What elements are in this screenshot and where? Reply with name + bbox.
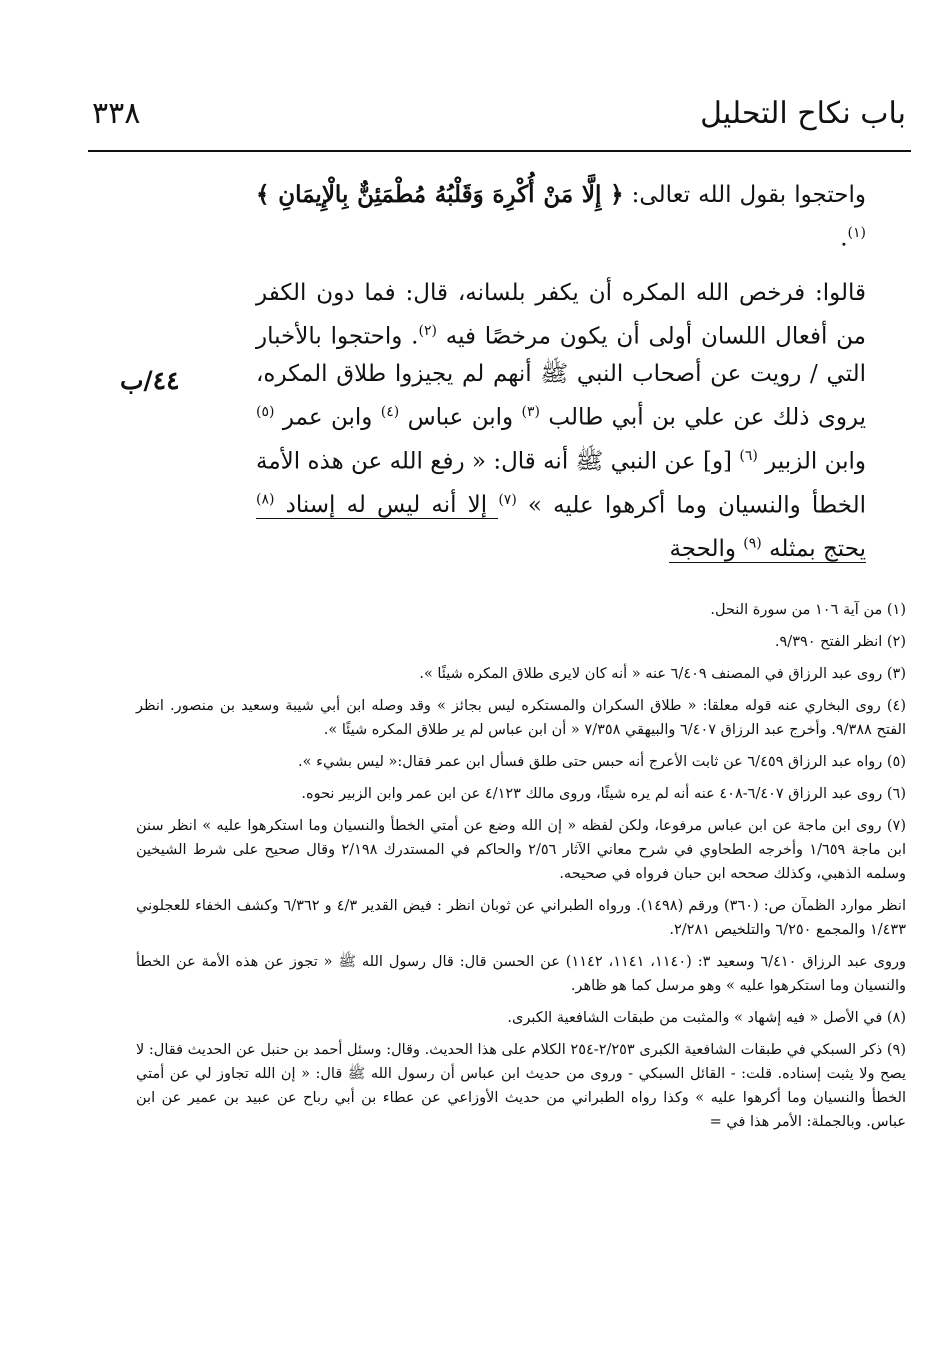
manuscript-folio-marker: ٤٤/ب: [120, 366, 180, 395]
paragraph-2-part-f: [و] عن النبي ﷺ أنه قال: « رفع الله عن هذه الأمة الخطأ والنسيان وما أكرهوا عليه »: [256, 448, 866, 519]
footnote-ref-1[interactable]: (١): [847, 225, 866, 241]
footnote-3: (٣) روى عبد الرزاق في المصنف ٦/٤٠٩ عنه « أنه كان لايرى طلاق المكره شيئًا ».: [419, 666, 906, 682]
paragraph-2-part-i: والحجة: [669, 535, 744, 562]
footnote-5: (٥) رواه عبد الرزاق ٦/٤٥٩ عن ثابت الأعرج أنه حبس حتى طلق فسأل ابن عمر فقال:« ليس بشيء ».: [298, 754, 906, 770]
paragraph-2-part-a: قالوا: فرخص الله المكره أن يكفر بلسانه، قال: فما دون الكفر من أفعال اللسان أولى أن يكون مرخصًا فيه: [256, 279, 866, 350]
footnote-ref-2[interactable]: (٢): [418, 322, 437, 339]
footnote-6: (٦) روى عبد الرزاق ٦/٤٠٧-٤٠٨ عنه أنه لم يره شيئًا، وروى مالك ٤/١٢٣ عن ابن عمر وابن الزبير نحوه.: [301, 786, 906, 802]
footnote-7-continued: انظر موارد الظمآن ص: (٣٦٠) ورقم (١٤٩٨). ورواه الطبراني عن ثوبان انظر : فيض القدير ٤/٣ و ٦/٣٦٢ وكشف الخفاء للعجلوني ١/٤٣٣ والمجمع ٦/٢٥٠ والتلخيص ٢/٢٨١.: [136, 898, 906, 938]
footnotes-section: [136, 598, 906, 1142]
footnote-ref-6[interactable]: (٦): [739, 447, 758, 464]
footnote-ref-5[interactable]: (٥): [256, 404, 275, 421]
footnote-ref-7[interactable]: (٧): [498, 491, 517, 508]
paragraph-1: [256, 176, 866, 258]
paragraph-1-intro: واحتجوا بقول الله تعالى:: [623, 182, 866, 208]
paragraph-2-part-c: وابن عباس: [407, 404, 522, 431]
footnote-ref-4[interactable]: (٤): [380, 404, 400, 421]
footnote-4: (٤) روى البخاري عنه قوله معلقا: « طلاق السكران والمستكره ليس بجائز » وقد وصله ابن أبي شيبة وسعيد بن منصور. انظر الفتح ٩/٣٨٨. وأخرج عبد الرزاق ٦/٤٠٧ والبيهقي ٧/٣٥٨ « أن ابن عباس لم ير طلاق المكره شيئًا ».: [136, 698, 906, 738]
page-number: ٣٣٨: [92, 96, 141, 131]
footnote-7: (٧) روى ابن ماجة عن ابن عباس مرفوعا، ولكن لفظه « إن الله وضع عن أمتي الخطأ والنسيان وما استكرهوا عليه » انظر سنن ابن ماجة ١/٦٥٩ وأخرجه الطحاوي في شرح معاني الآثار ٢/٥٦ والحاكم في المستدرك ٢/١٩٨ وقال صحيح على شرط الشيخين وسلمه الذهبي، وكذلك صححه ابن حبان فرواه في صحيحه.: [136, 818, 906, 882]
footnote-ref-9[interactable]: (٩): [743, 535, 762, 552]
paragraph-2-part-d: وابن عمر: [282, 404, 381, 431]
footnote-ref-8[interactable]: (٨): [256, 491, 275, 508]
paragraph-2-part-b: . واحتجوا بالأخبار التي / رويت عن أصحاب النبي ﷺ أنهم لم يجيزوا طلاق المكره، يروى ذلك عن علي بن أبي طالب: [256, 323, 867, 431]
paragraph-2: [256, 274, 866, 568]
footnote-ref-3[interactable]: (٣): [521, 404, 540, 421]
paragraph-1-end: .: [840, 225, 848, 252]
footnote-8: (٨) في الأصل « فيه إشهاد » والمثبت من طبقات الشافعية الكبرى.: [507, 1010, 906, 1026]
chapter-title: باب نكاح التحليل: [700, 96, 906, 131]
main-text: [256, 176, 866, 584]
paragraph-2-part-g: إلا أنه ليس له إسناد: [285, 492, 499, 519]
header-divider: [88, 150, 911, 152]
footnote-2: (٢) انظر الفتح ٩/٣٩٠.: [774, 634, 906, 650]
footnote-9: (٩) ذكر السبكي في طبقات الشافعية الكبرى ٢/٢٥٣-٢٥٤ الكلام على هذا الحديث. وقال: وسئل أحمد بن حنبل عن الحديث فقال: لا يصح ولا يثبت إسناده. قلت: - القائل السبكي - وروى من حديث ابن عباس أن رسول الله ﷺ قال: « إن الله تجاوز لي عن أمتي الخطأ والنسيان وما أكرهوا عليه » وكذا رواه الطبراني من حديث الأوزاعي عن عطاء بن أبي رباح عن عبيد بن عمير عن ابن عباس. وبالجملة: الأمر هذا في =: [136, 1042, 906, 1130]
footnote-7-continued-2: وروى عبد الرزاق ٦/٤١٠ وسعيد ٣: (١١٤٠، ١١٤١، ١١٤٢) عن الحسن قال: قال رسول الله ﷺ « تجوز عن هذه الأمة عن الخطأ والنسيان وما استكرهوا عليه » وهو مرسل كما هو ظاهر.: [136, 954, 906, 994]
paragraph-2-part-e: وابن الزبير: [765, 448, 866, 475]
quran-verse: ﴿ إِلَّا مَنْ أُكْرِهَ وَقَلْبُهُ مُطْمَئِنٌّ بِالْإِيمَانِ ﴾: [256, 181, 624, 208]
footnote-1: (١) من آية ١٠٦ من سورة النحل.: [710, 602, 906, 618]
paragraph-2-part-h: يحتج بمثله: [769, 535, 866, 562]
